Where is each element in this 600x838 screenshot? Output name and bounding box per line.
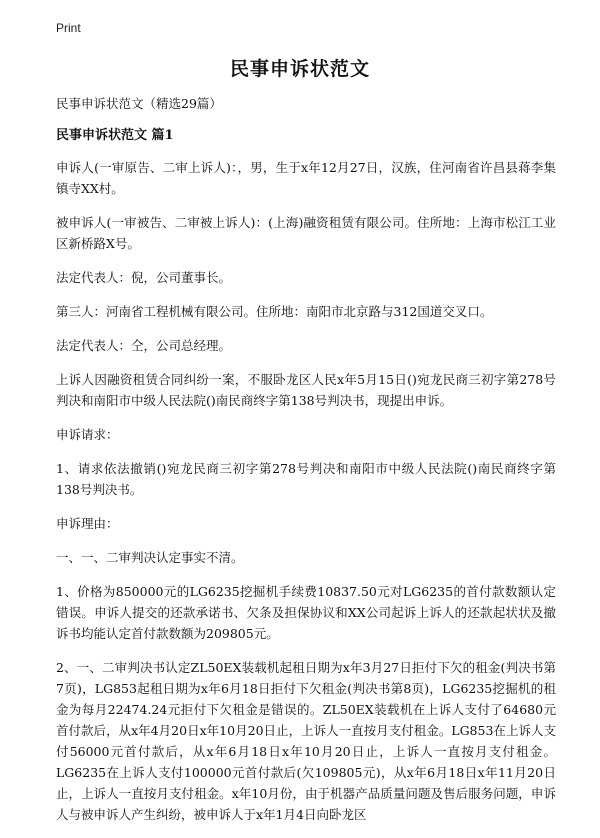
paragraph-legal-rep-2: 法定代表人：仝，公司总经理。 [56, 338, 232, 353]
paragraph-respondent: 被申诉人(一审被告、二审被上诉人)：(上海)融资租赁有限公司。住所地：上海市松江工业区新桥路X号。 [56, 215, 556, 251]
paragraph-reasons-heading: 申诉理由： [56, 516, 119, 531]
paragraph-appellant: 申诉人(一审原告、二审上诉人)：，男，生于x年12月27日，汉族，住河南省许昌县蒋李集镇寺XX村。 [56, 160, 556, 196]
paragraph-claims-heading: 申诉请求： [56, 427, 119, 442]
paragraph-reason-1-2: 2、一、二审判决书认定ZL50EX装载机起租日期为x年3月27日拒付下欠的租金(判决书第7页)，LG853起租日期为x年6月18日拒付下欠租金(判决书第8页)，LG6235挖掘机的租金为每月22474.24元拒付下欠租金是错误的。ZL50EX装载机在上诉人支付了64680元首付款后，从x年4月20日x年10月20日止，上诉人一直按月支付租金。LG853在上诉人支付56000元首付款后，从x年6月18日x年10月20日止，上诉人一直按月支付租金。LG6235在上诉人支付100000元首付款后(欠109805元)，从x年6月18日x年11月20日止，上诉人一直按月支付租金。x年10月份，由于机器产品质量问题及售后服务问题，申诉人与被申诉人产生纠纷，被申诉人于x年1月4日向卧龙区 [56, 660, 556, 822]
paragraph-reason-1: 一、一、二审判决认定事实不清。 [56, 550, 244, 565]
paragraph-legal-rep-1: 法定代表人：倪，公司董事长。 [56, 270, 232, 285]
document-title: 民事申诉状范文 [229, 58, 370, 80]
paragraph-third-party: 第三人：河南省工程机械有限公司。住所地：南阳市北京路与312国道交叉口。 [56, 304, 493, 319]
section-heading: 民事申诉状范文 篇1 [56, 128, 174, 143]
paragraph-reason-1-1: 1、价格为850000元的LG6235挖掘机手续费10837.50元对LG6235的首付款数额认定错误。申诉人提交的还款承诺书、欠条及担保协议和XX公司起诉上诉人的还款起状状及撤诉书均能认定首付款数额为209805元。 [56, 584, 556, 641]
document-subtitle: 民事申诉状范文（精选29篇） [56, 96, 222, 111]
print-link[interactable]: Print [56, 21, 81, 35]
document-body [56, 93, 556, 838]
paragraph-claim-1: 1、请求依法撤销()宛龙民商三初字第278号判决和南阳市中级人民法院()南民商终字第138号判决书。 [56, 461, 556, 497]
paragraph-case-summary: 上诉人因融资租赁合同纠纷一案，不服卧龙区人民x年5月15日()宛龙民商三初字第278号判决和南阳市中级人民法院()南民商终字第138号判决书，现提出申诉。 [56, 372, 556, 408]
